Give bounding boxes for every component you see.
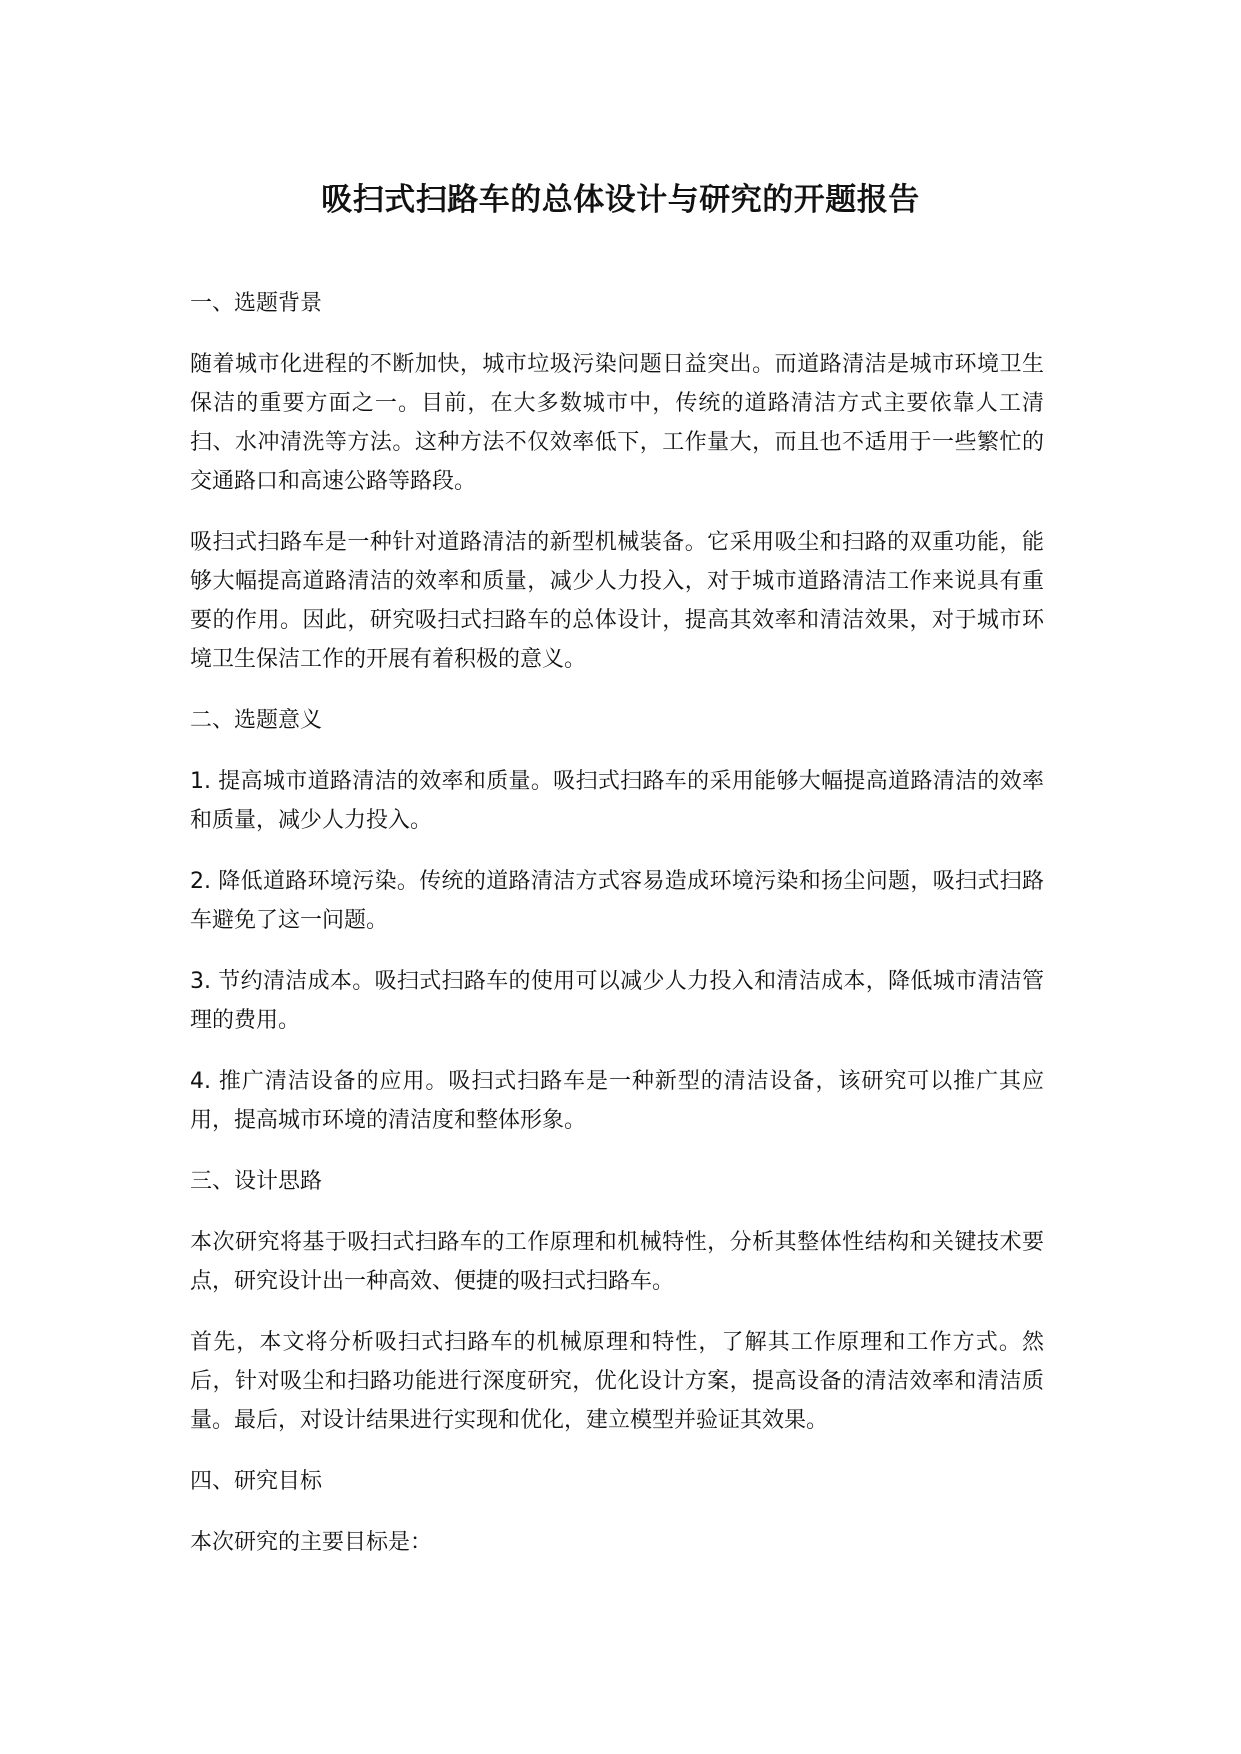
list-item: 2. 降低道路环境污染。传统的道路清洁方式容易造成环境污染和扬尘问题，吸扫式扫路车避免了这一问题。 — [190, 869, 1044, 933]
list-item: 3. 节约清洁成本。吸扫式扫路车的使用可以减少人力投入和清洁成本，降低城市清洁管理的费用。 — [190, 969, 1044, 1033]
paragraph: 本次研究的主要目标是： — [190, 1530, 433, 1555]
paragraph: 吸扫式扫路车是一种针对道路清洁的新型机械装备。它采用吸尘和扫路的双重功能，能够大幅提高道路清洁的效率和质量，减少人力投入，对于城市道路清洁工作来说具有重要的作用。因此，研究吸扫式扫路车的总体设计，提高其效率和清洁效果，对于城市环境卫生保洁工作的开展有着积极的意义。 — [190, 530, 1044, 672]
list-item: 1. 提高城市道路清洁的效率和质量。吸扫式扫路车的采用能够大幅提高道路清洁的效率和质量，减少人力投入。 — [190, 769, 1044, 833]
list-item: 4. 推广清洁设备的应用。吸扫式扫路车是一种新型的清洁设备，该研究可以推广其应用，提高城市环境的清洁度和整体形象。 — [190, 1069, 1044, 1133]
paragraph: 随着城市化进程的不断加快，城市垃圾污染问题日益突出。而道路清洁是城市环境卫生保洁的重要方面之一。目前，在大多数城市中，传统的道路清洁方式主要依靠人工清扫、水冲清洗等方法。这种方法不仅效率低下，工作量大，而且也不适用于一些繁忙的交通路口和高速公路等路段。 — [190, 352, 1044, 494]
section-heading-background: 一、选题背景 — [190, 291, 323, 316]
section-heading-significance: 二、选题意义 — [190, 708, 323, 733]
paragraph: 首先，本文将分析吸扫式扫路车的机械原理和特性，了解其工作原理和工作方式。然后，针对吸尘和扫路功能进行深度研究，优化设计方案，提高设备的清洁效率和清洁质量。最后，对设计结果进行实现和优化，建立模型并验证其效果。 — [190, 1330, 1044, 1433]
section-heading-research-goals: 四、研究目标 — [190, 1469, 323, 1494]
paragraph: 本次研究将基于吸扫式扫路车的工作原理和机械特性，分析其整体性结构和关键技术要点，研究设计出一种高效、便捷的吸扫式扫路车。 — [190, 1230, 1044, 1294]
document-title: 吸扫式扫路车的总体设计与研究的开题报告 — [321, 182, 920, 218]
section-heading-design-approach: 三、设计思路 — [190, 1169, 323, 1194]
document-body — [190, 284, 1044, 1584]
